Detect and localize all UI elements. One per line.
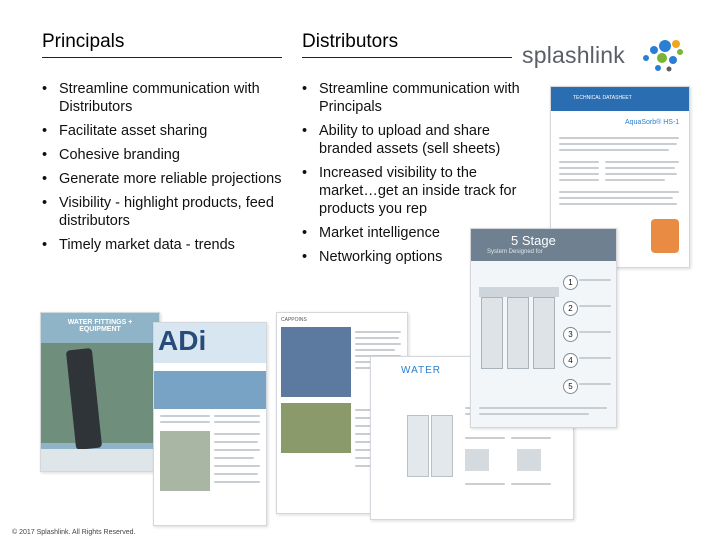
adi-brochure-thumbnail xyxy=(153,322,267,526)
adi-logo-text: ADi xyxy=(158,325,207,356)
splash-dots-icon xyxy=(638,36,698,76)
principals-bullet: • Streamline communication with Distributors xyxy=(42,80,287,116)
adi-photo xyxy=(154,371,266,409)
water-fittings-title: WATER FITTINGS + EQUIPMENT xyxy=(67,319,133,333)
product-image xyxy=(651,219,679,253)
step-marker: 5 xyxy=(563,379,578,394)
adi-photo-2 xyxy=(160,431,210,491)
excavator-photo xyxy=(281,403,351,453)
copyright-footer: © 2017 Splashlink. All Rights Reserved. xyxy=(12,529,136,536)
principals-list xyxy=(42,80,287,260)
five-stage-thumbnail xyxy=(470,228,617,428)
datasheet-title: TECHNICAL DATASHEET xyxy=(573,95,632,101)
corporate-title: CAPPOINS xyxy=(281,317,307,323)
step-marker: 2 xyxy=(563,301,578,316)
distributors-heading: Distributors xyxy=(302,31,512,58)
water-sheet-title: WATER xyxy=(401,365,441,376)
principals-bullet: • Cohesive branding xyxy=(42,146,287,164)
distributors-bullet: • Market intelligence xyxy=(302,224,537,242)
water-fittings-thumbnail xyxy=(40,312,160,472)
five-stage-title: 5 Stage xyxy=(511,233,556,248)
five-stage-subtitle: System Designed for xyxy=(487,249,543,255)
water-fittings-footer xyxy=(41,449,159,471)
logo-wordmark: splashlink xyxy=(522,42,625,68)
step-marker: 4 xyxy=(563,353,578,368)
filter-bracket xyxy=(479,287,559,297)
distributors-bullet: • Streamline communication with Principals xyxy=(302,80,537,116)
principals-bullet: • Generate more reliable projections xyxy=(42,170,287,188)
principals-bullet: • Facilitate asset sharing xyxy=(42,122,287,140)
corporate-banner xyxy=(281,327,351,397)
principals-bullet: • Timely market data - trends xyxy=(42,236,287,254)
distributors-bullet: • Increased visibility to the market…get an inside track for products you rep xyxy=(302,164,537,218)
distributors-bullet: • Ability to upload and share branded assets (sell sheets) xyxy=(302,122,537,158)
principals-bullet: • Visibility - highlight products, feed distributors xyxy=(42,194,287,230)
principals-heading: Principals xyxy=(42,31,282,58)
datasheet-product: AquaSorb® HS-1 xyxy=(625,119,680,126)
step-marker: 1 xyxy=(563,275,578,290)
step-marker: 3 xyxy=(563,327,578,342)
splashlink-logo xyxy=(520,36,700,76)
distributors-bullet: • Networking options xyxy=(302,248,537,266)
